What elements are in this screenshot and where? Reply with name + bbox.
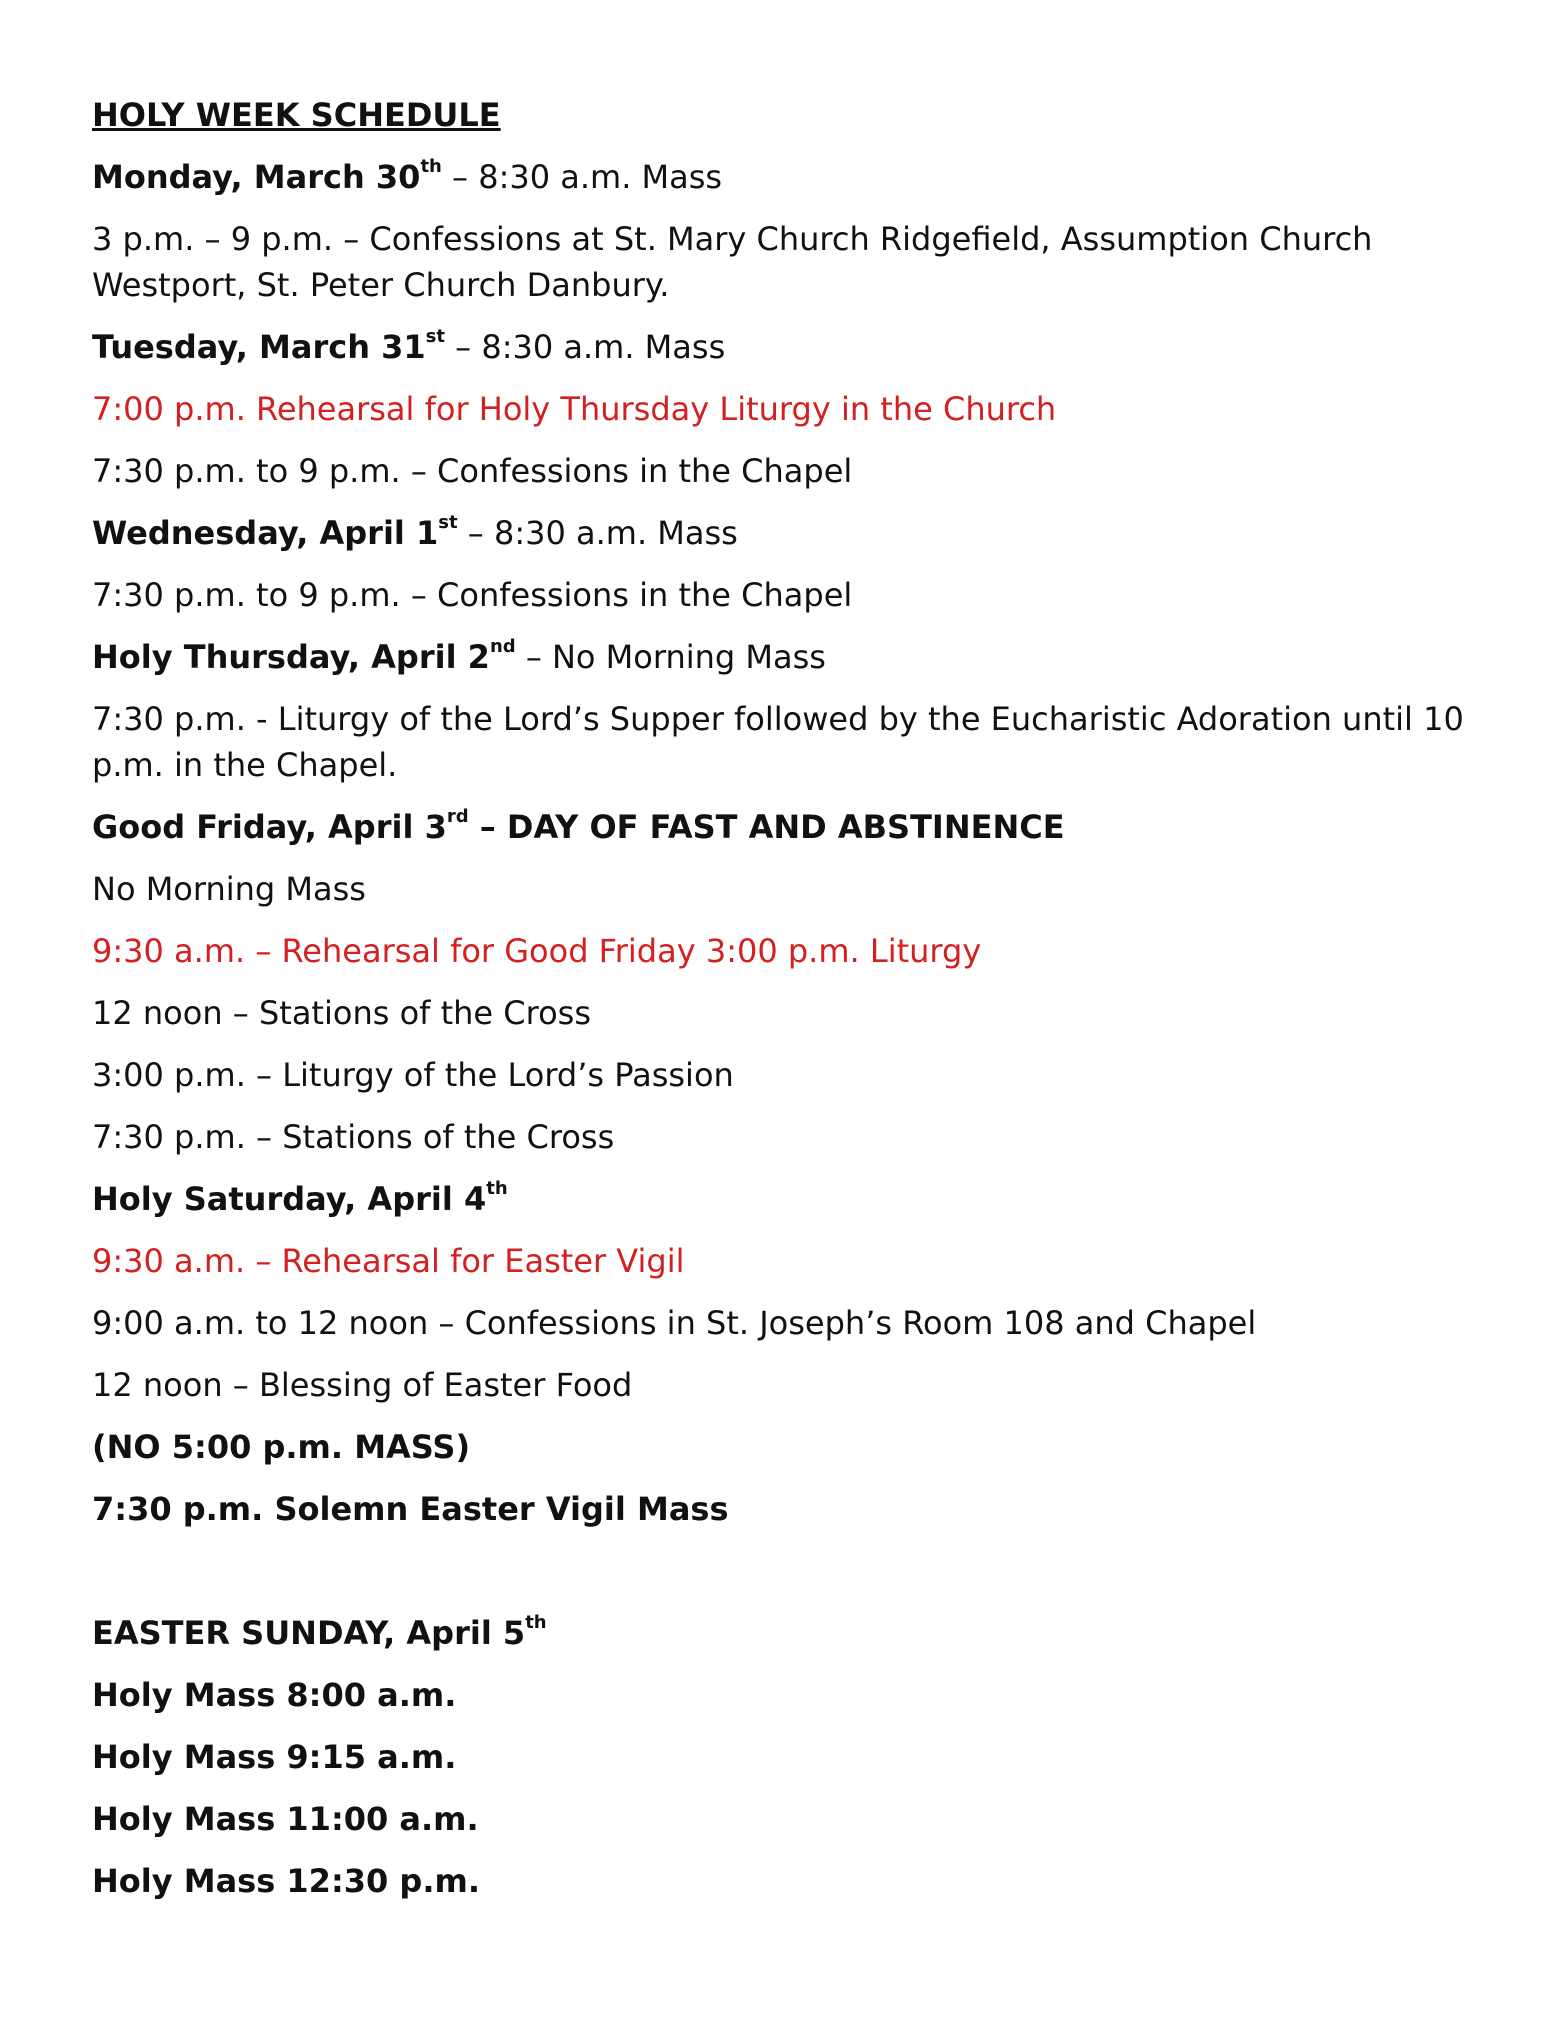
friday-rehearsal: 9:30 a.m. – Rehearsal for Good Friday 3:00 p.m. Liturgy: [92, 932, 982, 970]
monday-confessions: 3 p.m. – 9 p.m. – Confessions at St. Mary Church Ridgefield, Assumption Church Westport, St. Peter Church Danbury.: [92, 220, 1373, 304]
tuesday-mass: – 8:30 a.m. Mass: [445, 328, 726, 366]
wednesday-heading: [92, 510, 1472, 556]
tuesday-day-suffix: st: [425, 326, 445, 348]
wednesday-mass: – 8:30 a.m. Mass: [457, 514, 738, 552]
saturday-day: Holy Saturday, April 4: [92, 1180, 487, 1218]
sunday-day: EASTER SUNDAY, April 5: [92, 1614, 526, 1652]
saturday-rehearsal: 9:30 a.m. – Rehearsal for Easter Vigil: [92, 1242, 685, 1280]
friday-passion: 3:00 p.m. – Liturgy of the Lord’s Passion: [92, 1056, 734, 1094]
friday-no-mass: No Morning Mass: [92, 870, 366, 908]
friday-day: Good Friday, April 3: [92, 808, 447, 846]
tuesday-rehearsal: 7:00 p.m. Rehearsal for Holy Thursday Liturgy in the Church: [92, 390, 1057, 428]
monday-day: Monday, March 30: [92, 158, 421, 196]
saturday-blessing: 12 noon – Blessing of Easter Food: [92, 1366, 633, 1404]
sunday-heading: [92, 1610, 1472, 1656]
friday-day-suffix: rd: [446, 806, 469, 828]
tuesday-day: Tuesday, March 31: [92, 328, 426, 366]
saturday-heading: [92, 1176, 1472, 1222]
saturday-confessions: 9:00 a.m. to 12 noon – Confessions in St. Joseph’s Room 108 and Chapel: [92, 1304, 1257, 1342]
wednesday-day: Wednesday, April 1: [92, 514, 439, 552]
wednesday-day-suffix: st: [438, 512, 458, 534]
sunday-mass-4: Holy Mass 12:30 p.m.: [92, 1862, 480, 1900]
monday-mass: – 8:30 a.m. Mass: [441, 158, 723, 196]
page-title: HOLY WEEK SCHEDULE: [92, 96, 501, 134]
thursday-day-suffix: nd: [489, 636, 516, 658]
monday-day-suffix: th: [420, 156, 442, 178]
tuesday-heading: [92, 324, 1472, 370]
friday-fast-notice: – DAY OF FAST AND ABSTINENCE: [468, 808, 1065, 846]
sunday-mass-2: Holy Mass 9:15 a.m.: [92, 1738, 457, 1776]
sunday-mass-1: Holy Mass 8:00 a.m.: [92, 1676, 457, 1714]
friday-stations-evening: 7:30 p.m. – Stations of the Cross: [92, 1118, 615, 1156]
tuesday-confessions: 7:30 p.m. to 9 p.m. – Confessions in the Chapel: [92, 452, 853, 490]
sunday-day-suffix: th: [525, 1612, 547, 1634]
saturday-no-mass: (NO 5:00 p.m. MASS): [92, 1428, 471, 1466]
friday-stations-noon: 12 noon – Stations of the Cross: [92, 994, 591, 1032]
friday-heading: [92, 804, 1472, 850]
wednesday-confessions: 7:30 p.m. to 9 p.m. – Confessions in the Chapel: [92, 576, 853, 614]
saturday-day-suffix: th: [486, 1178, 508, 1200]
thursday-day: Holy Thursday, April 2: [92, 638, 490, 676]
saturday-vigil: 7:30 p.m. Solemn Easter Vigil Mass: [92, 1490, 729, 1528]
monday-heading: [92, 154, 1472, 200]
thursday-liturgy: 7:30 p.m. - Liturgy of the Lord’s Supper followed by the Eucharistic Adoration until 10 p.m. in the Chapel.: [92, 700, 1464, 784]
sunday-mass-3: Holy Mass 11:00 a.m.: [92, 1800, 479, 1838]
thursday-no-mass: – No Morning Mass: [515, 638, 826, 676]
section-divider: [92, 1548, 1472, 1610]
thursday-heading: [92, 634, 1472, 680]
schedule-document: [92, 92, 1472, 1920]
